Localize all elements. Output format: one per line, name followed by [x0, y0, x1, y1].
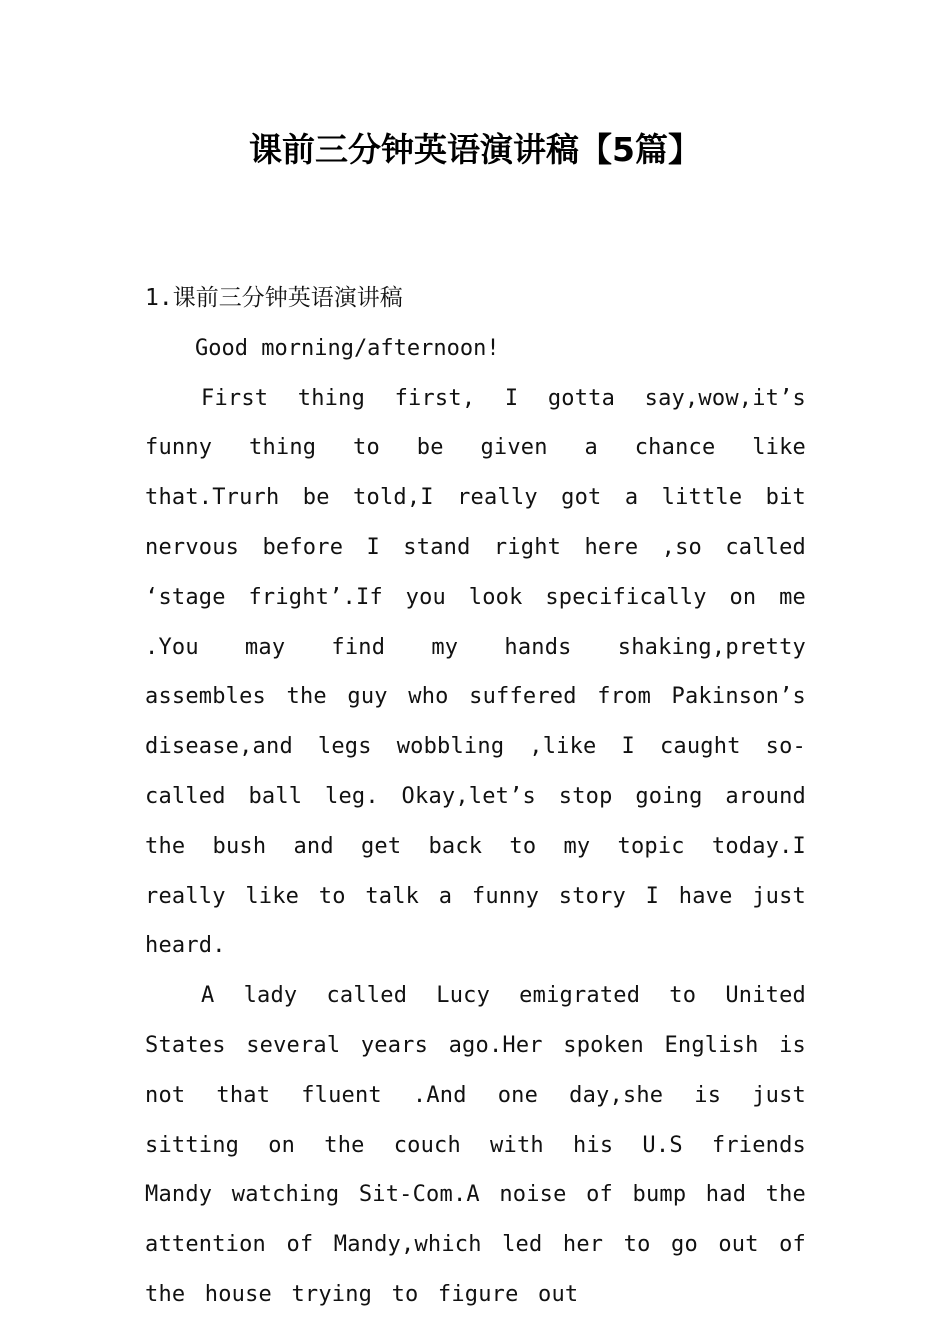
document-title: 课前三分钟英语演讲稿【5篇】	[249, 130, 701, 169]
section-heading: 1.课前三分钟英语演讲稿	[145, 285, 403, 311]
document-body	[145, 274, 806, 1320]
speech-greeting: Good morning/afternoon!	[195, 335, 500, 361]
speech-paragraph-2: A lady called Lucy emigrated to United States several years ago.Her spoken English is not that fluent .And one day,she is just sitting on the couch with his U.S friends Mandy watching Sit-Com.A noise of bump had the attention of Mandy,which led her to go out of the house trying to figure out	[145, 983, 806, 1307]
speech-paragraph-1: First thing first, I gotta say,wow,it’s funny thing to be given a chance like that.Trurh be told,I really got a little bit nervous before I stand right here ,so called ‘stage fright’.If you look specifically on me .You may find my hands shaking,pretty assembles the guy who suffered from Pakinson’s disease,and legs wobbling ,like I caught so-called ball leg. Okay,let’s stop going around the bush and get back to my topic today.I really like to talk a funny story I have just heard.	[145, 385, 806, 959]
